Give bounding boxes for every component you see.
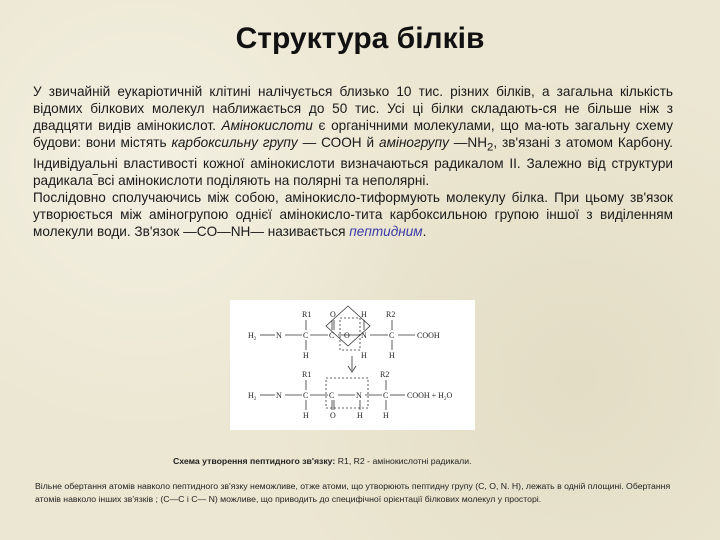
top-c3-label: C xyxy=(389,331,395,340)
bot-o-label: O xyxy=(330,411,336,420)
main-text xyxy=(33,84,673,241)
slide-title: Структура білків xyxy=(235,22,485,55)
p1-text-2: є органічними молекулами, що ма-ють загальну схему будови: вони містять xyxy=(33,117,674,150)
paragraph-amino-acids xyxy=(33,84,673,190)
term-carboxyl-group: карбоксильну групу xyxy=(171,134,298,150)
bot-c2-label: C xyxy=(329,391,335,400)
top-c2-label: C xyxy=(329,331,335,340)
caption-rest: R1, R2 - амінокислотні радикали. xyxy=(335,456,472,466)
bot-r2-label: R2 xyxy=(380,370,390,379)
bot-c1-label: C xyxy=(303,391,309,400)
bot-n2-label: N xyxy=(356,391,362,400)
p2-text-1: Послідовно сполучаючись між собою, амінокисло-тиформують молекулу білка. При цьому зв'язок утворюється між аміногрупою однієї амінокисло-тита карбоксильною групою іншої з виділенням молекули води. Зв'язок —CO—NH— називається xyxy=(33,190,673,239)
term-amino-acids: Амінокислоти xyxy=(221,117,313,133)
p1-nh2-subscript: 2 xyxy=(487,141,494,154)
top-n-label: N xyxy=(276,331,282,340)
top-h4-label: H xyxy=(389,351,395,360)
top-r2-label: R2 xyxy=(386,310,396,319)
top-h2n-label: $H_2$ xyxy=(248,331,257,342)
p1-text-3: — СООН й xyxy=(297,134,380,150)
peptide-bond-diagram xyxy=(230,300,475,430)
top-cooh-label: COOH xyxy=(417,331,440,340)
bot-tail-label: COOH + $H_2O$ xyxy=(407,391,453,402)
top-oh-label: O xyxy=(344,331,350,340)
bot-h2-label: H xyxy=(357,411,363,420)
bot-n-label: N xyxy=(276,391,282,400)
bot-h2n-label: $H_2$ xyxy=(248,391,257,402)
top-o-label: O xyxy=(330,310,336,319)
bot-c3-label: C xyxy=(383,391,389,400)
bot-h1-label: H xyxy=(303,411,309,420)
peptide-diagram-svg xyxy=(230,300,475,430)
p1-text-4: —NH xyxy=(448,134,488,150)
top-h1-label: H xyxy=(303,351,309,360)
bot-h3-label: H xyxy=(383,411,389,420)
top-n2-label: N xyxy=(361,331,367,340)
footnote-text: Вільне обертання атомів навколо пептидного зв'язку неможливе, отже атоми, що утворюють пептидну групу (С, О, N. H), лежать в одній площині. Обертання атомів навколо інших зв'язків ; (С—С і С— N) можливе, що приводить до специфічної орієнтації білкових молекул у просторі. xyxy=(35,481,671,504)
p2-text-2: . xyxy=(422,223,427,239)
paragraph-peptide-bond xyxy=(33,190,673,241)
top-r1-label: R1 xyxy=(302,310,312,319)
p1-text-1: У звичайній еукаріотичній клітині налічується близько 10 тис. різних білків, а загальна кількість відомих білкових молекул наближається до 50 тис. Усі ці білки складають-ся не більше ніж з двадцяти видів амінокислот. xyxy=(33,84,673,133)
term-amino-group: аміногрупу xyxy=(379,134,449,150)
term-peptide: пептидним xyxy=(349,223,423,239)
top-c1-label: C xyxy=(303,331,309,340)
diagram-caption xyxy=(173,456,593,466)
caption-bold: Схема утворення пептидного зв'язку: xyxy=(173,456,336,466)
bot-r1-label: R1 xyxy=(302,370,312,379)
top-h-label: H xyxy=(361,310,367,319)
p1-text-5: , зв'язані з атомом Карбону. Індивідуальні властивості кожної амінокислоти визначаються радикалом II. Залежно від структури радикала‾всі амінокислоти поділяють на полярні та неполярні. xyxy=(33,134,673,189)
top-h3-label: H xyxy=(361,351,367,360)
